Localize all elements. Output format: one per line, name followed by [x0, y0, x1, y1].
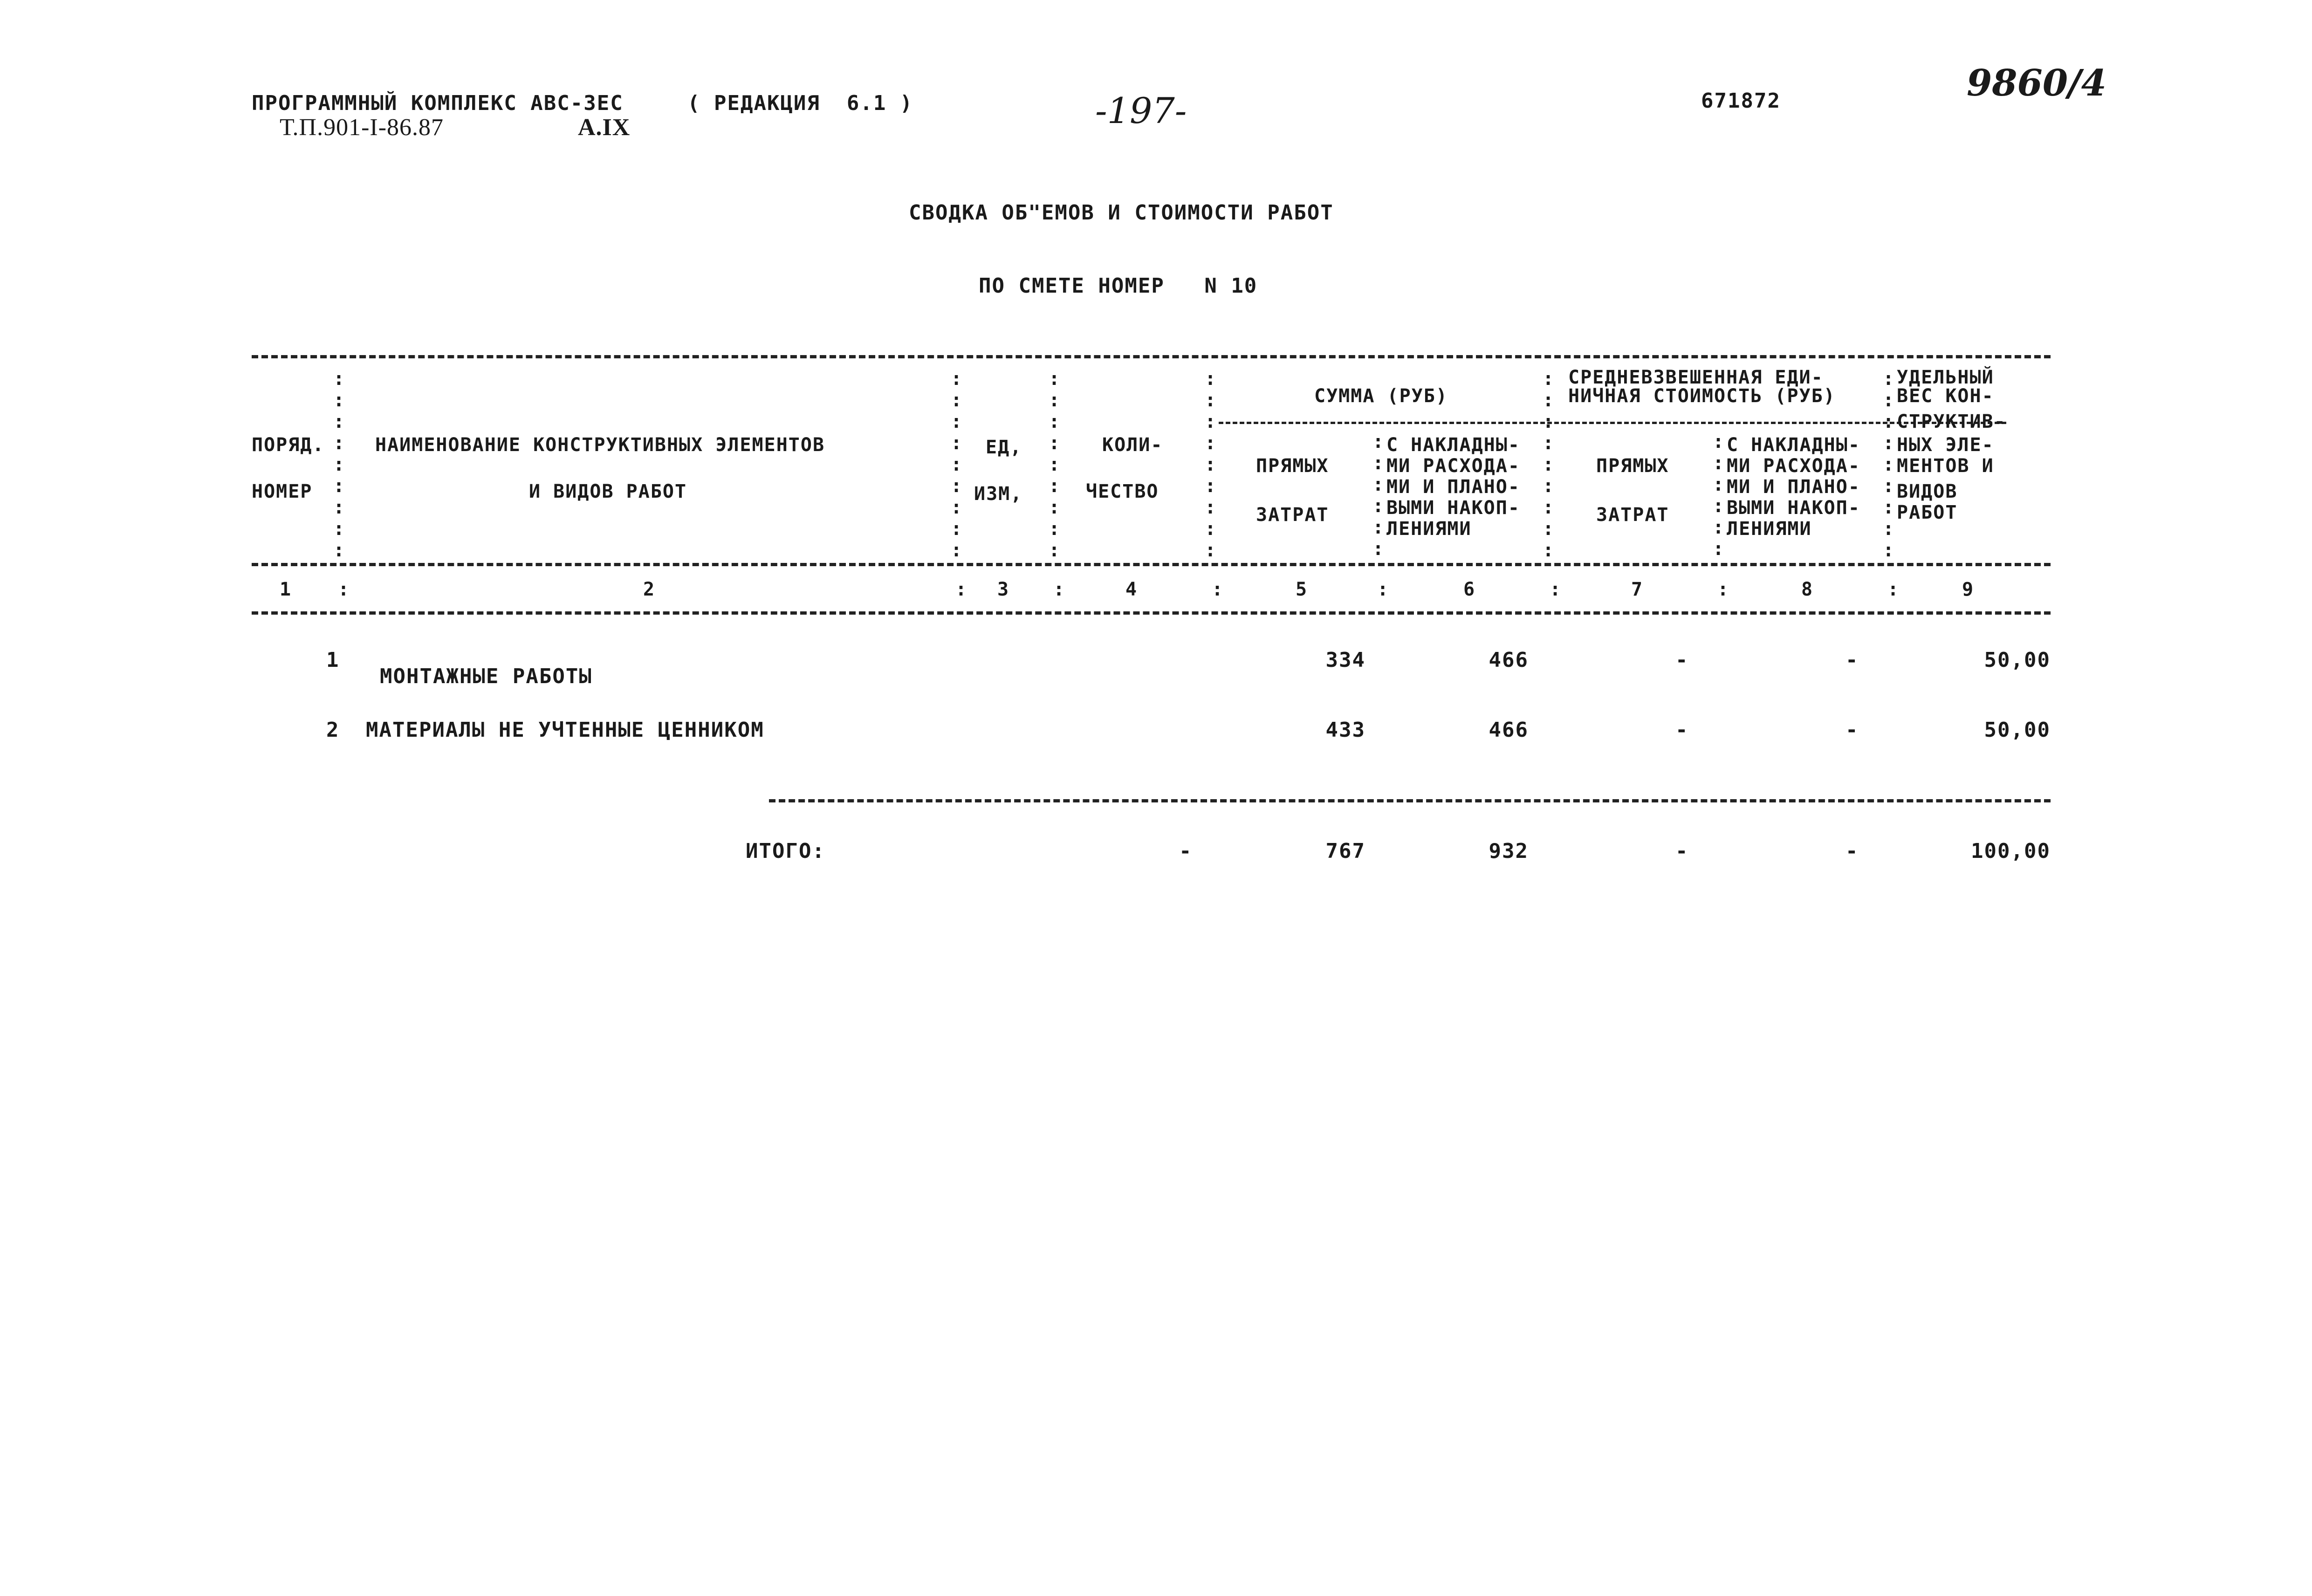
col-separator: : : : : : :: [1372, 431, 1384, 560]
column-number-9: 9: [1962, 579, 1975, 600]
total-rule: [769, 799, 2051, 802]
total-direct-cost: 767: [1325, 839, 1365, 863]
document-title: СВОДКА ОБ"ЕМОВ И СТОИМОСТИ РАБОТ: [909, 201, 1334, 225]
row-number: 1: [326, 648, 340, 672]
col-separator: : : : : : : : : :: [333, 368, 345, 561]
row-number: 2: [326, 718, 340, 742]
edition-label: ( РЕДАКЦИЯ 6.1 ): [687, 91, 913, 115]
header-col3-line1: ЕД,: [986, 437, 1022, 458]
row-name: МАТЕРИАЛЫ НЕ УЧТЕННЫЕ ЦЕННИКОМ: [366, 718, 764, 742]
header-col8-line4: ВЫМИ НАКОП-: [1727, 497, 1860, 519]
column-number-2: 2: [643, 579, 656, 600]
header-col8-line2: МИ РАСХОДА-: [1727, 455, 1860, 477]
col-separator: :: [338, 579, 350, 600]
header-avg-group-line1: СРЕДНЕВЗВЕШЕННАЯ ЕДИ-: [1568, 367, 1824, 388]
album-label: А.IX: [578, 114, 631, 141]
row-avg-direct: -: [1675, 648, 1689, 672]
total-avg-overhead: -: [1845, 839, 1859, 863]
col-separator: :: [1550, 579, 1561, 600]
numbering-bottom-rule: [252, 611, 2051, 615]
header-col9-line7: РАБОТ: [1897, 502, 1958, 523]
handwritten-page-number: -197-: [1095, 90, 1187, 131]
estimate-number: ПО СМЕТЕ НОМЕР N 10: [979, 274, 1258, 298]
header-col9-line5: МЕНТОВ И: [1897, 455, 1994, 477]
total-overhead-cost: 932: [1489, 839, 1529, 863]
col-separator: : : : : : : : : :: [951, 368, 962, 561]
col-separator: :: [1053, 579, 1065, 600]
column-number-6: 6: [1463, 579, 1476, 600]
col-separator: :: [1717, 579, 1729, 600]
column-number-4: 4: [1125, 579, 1138, 600]
header-col8-line3: МИ И ПЛАНО-: [1727, 476, 1860, 498]
header-col4-line2: ЧЕСТВО: [1086, 481, 1159, 502]
header-col2-line1: НАИМЕНОВАНИЕ КОНСТРУКТИВНЫХ ЭЛЕМЕНТОВ: [375, 434, 825, 456]
row-name: МОНТАЖНЫЕ РАБОТЫ: [380, 664, 592, 688]
column-number-8: 8: [1801, 579, 1814, 600]
project-code: Т.П.901-I-86.87: [280, 114, 444, 141]
col-separator: : : : : : :: [1713, 431, 1724, 560]
header-col6-line5: ЛЕНИЯМИ: [1386, 518, 1472, 540]
total-avg-direct: -: [1675, 839, 1689, 863]
header-col9-line1: УДЕЛЬНЫЙ: [1897, 367, 1994, 388]
row-direct-cost: 334: [1325, 648, 1365, 672]
header-bottom-rule: [252, 563, 2051, 566]
column-number-3: 3: [997, 579, 1010, 600]
header-col4-line1: КОЛИ-: [1102, 434, 1163, 456]
col-separator: :: [955, 579, 967, 600]
row-share: 50,00: [1984, 718, 2051, 742]
header-col1-line2: НОМЕР: [252, 481, 313, 502]
row-avg-overhead: -: [1845, 718, 1859, 742]
header-col7-line1: ПРЯМЫХ: [1596, 455, 1669, 477]
total-share: 100,00: [1971, 839, 2051, 863]
header-avg-group-line2: НИЧНАЯ СТОИМОСТЬ (РУБ): [1568, 385, 1836, 407]
row-overhead-cost: 466: [1489, 718, 1529, 742]
document-code: 671872: [1701, 89, 1781, 113]
header-col6-line3: МИ И ПЛАНО-: [1386, 476, 1520, 498]
col-separator: : : : : : : : : :: [1543, 368, 1554, 561]
col-separator: : : : : : : : : :: [1049, 368, 1060, 561]
header-col7-line2: ЗАТРАТ: [1596, 504, 1669, 526]
row-avg-overhead: -: [1845, 648, 1859, 672]
col-separator: :: [1377, 579, 1389, 600]
header-col8-line1: С НАКЛАДНЫ-: [1727, 434, 1860, 456]
col-separator: : : : : : : : : :: [1883, 368, 1894, 561]
total-label: ИТОГО:: [746, 839, 825, 863]
handwritten-reference: 9860/4: [1967, 62, 2106, 104]
table-top-rule: [252, 355, 2051, 358]
column-number-5: 5: [1296, 579, 1308, 600]
header-sum-group: СУММА (РУБ): [1314, 385, 1448, 407]
header-col3-line2: ИЗМ,: [974, 483, 1023, 505]
header-col2-line2: И ВИДОВ РАБОТ: [529, 481, 687, 502]
col-separator: :: [1212, 579, 1223, 600]
row-direct-cost: 433: [1325, 718, 1365, 742]
header-col9-line2: ВЕС КОН-: [1897, 385, 1994, 407]
header-col6-line4: ВЫМИ НАКОП-: [1386, 497, 1520, 519]
header-col9-line3: СТРУКТИВ-: [1897, 411, 2006, 432]
header-col9-line6: ВИДОВ: [1897, 481, 1958, 502]
row-avg-direct: -: [1675, 718, 1689, 742]
row-overhead-cost: 466: [1489, 648, 1529, 672]
col-separator: :: [1887, 579, 1899, 600]
column-number-7: 7: [1631, 579, 1644, 600]
header-col1-line1: ПОРЯД.: [252, 434, 325, 456]
header-col6-line2: МИ РАСХОДА-: [1386, 455, 1520, 477]
total-quantity: -: [1179, 839, 1193, 863]
header-col5-line2: ЗАТРАТ: [1256, 504, 1329, 526]
header-col8-line5: ЛЕНИЯМИ: [1727, 518, 1812, 540]
header-col6-line1: С НАКЛАДНЫ-: [1386, 434, 1520, 456]
header-col9-line4: НЫХ ЭЛЕ-: [1897, 434, 1994, 456]
program-name: ПРОГРАММНЫЙ КОМПЛЕКС АВС-ЗЕС: [252, 91, 624, 115]
column-number-1: 1: [280, 579, 292, 600]
header-col5-line1: ПРЯМЫХ: [1256, 455, 1329, 477]
col-separator: : : : : : : : : :: [1205, 368, 1216, 561]
row-share: 50,00: [1984, 648, 2051, 672]
